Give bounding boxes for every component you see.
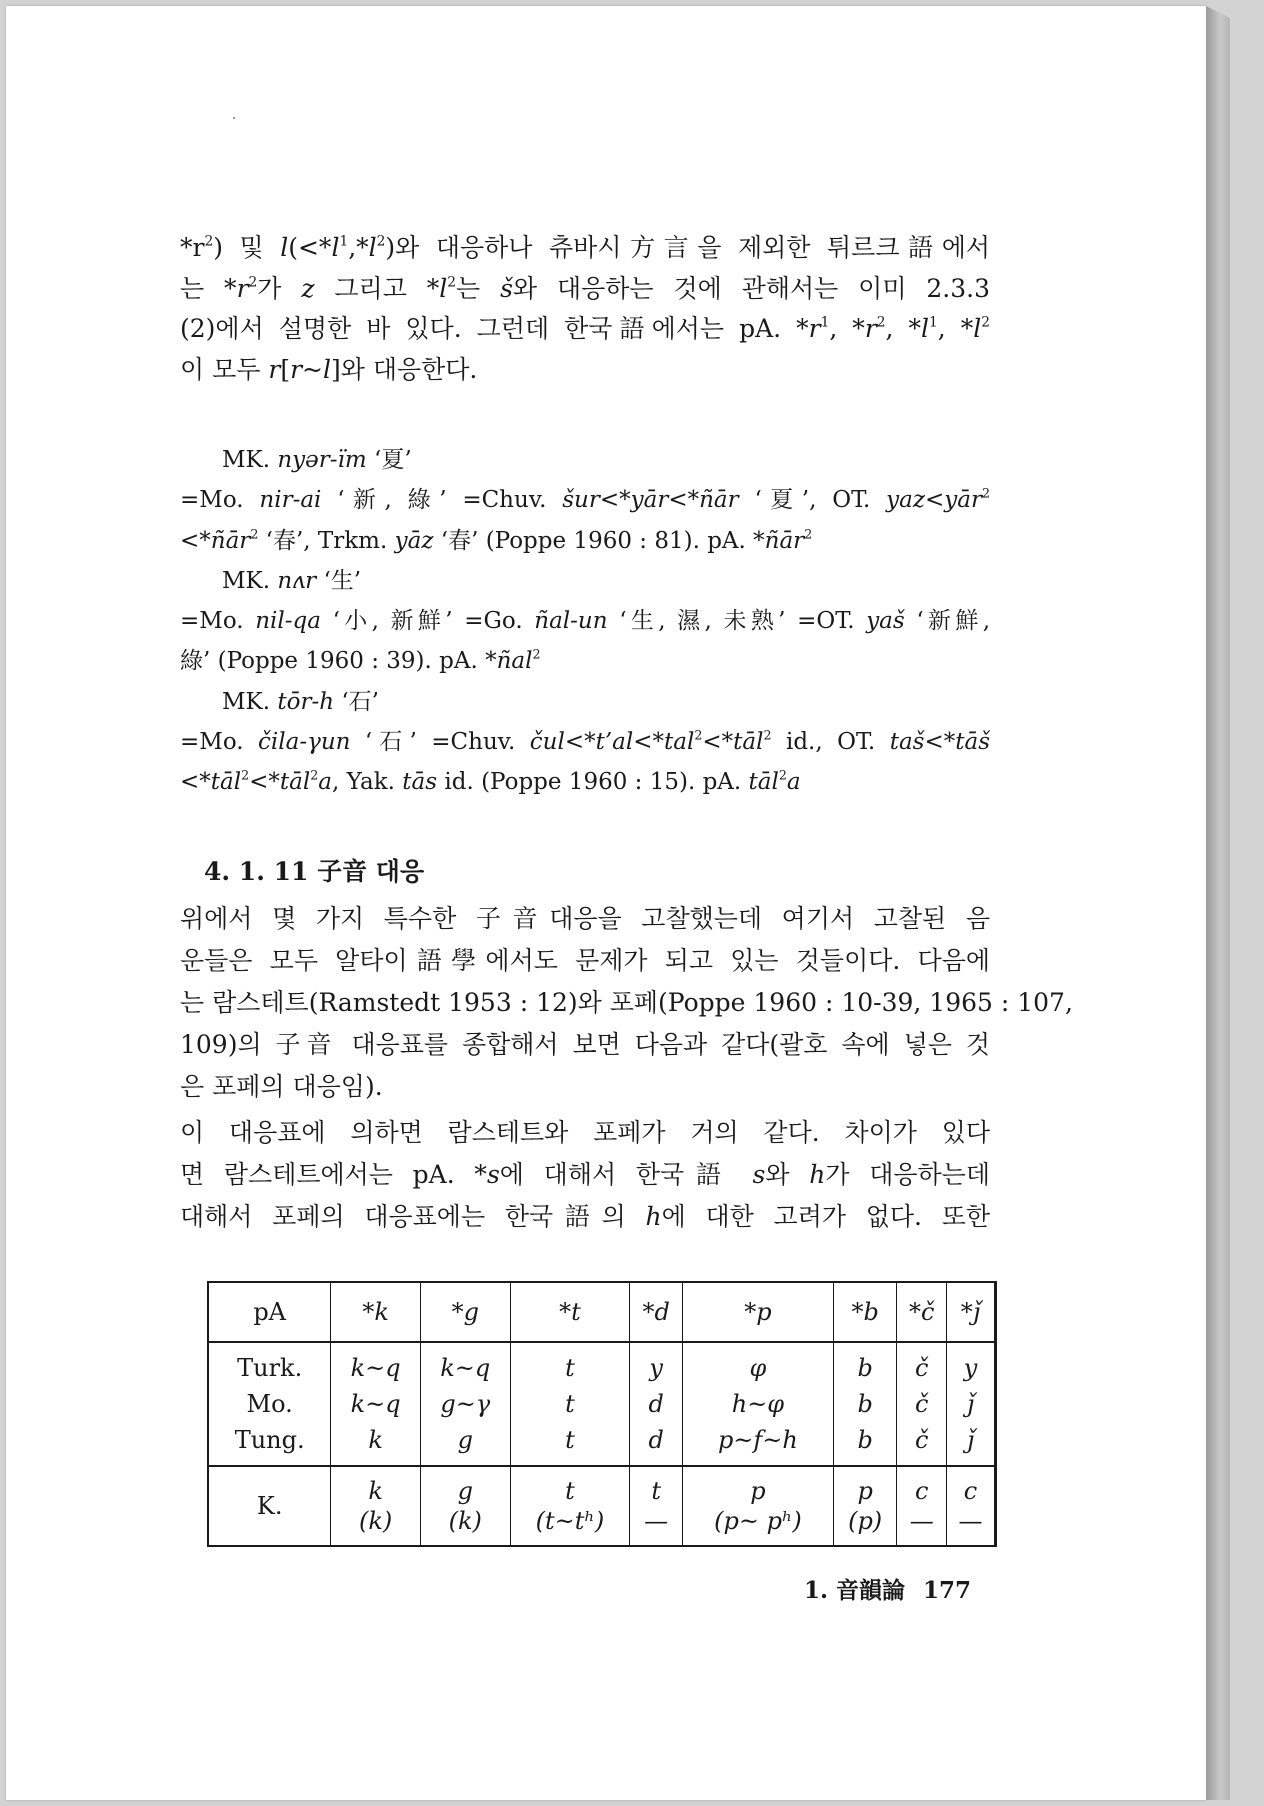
- header-cell: *ǰ: [947, 1282, 996, 1342]
- header-cell: *p: [683, 1282, 834, 1342]
- table-cell: t t t: [510, 1342, 630, 1466]
- speck: [233, 117, 235, 119]
- language-label: Tung.: [234, 1426, 305, 1454]
- text-line: 위에서 몇 가지 특수한 子音대응을 고찰했는데 여기서 고찰된 음: [180, 904, 990, 933]
- section-heading: 4. 1. 11 子音 대응: [204, 857, 425, 886]
- example-line: MK. nʌr ‘生’: [222, 567, 362, 594]
- paragraph-1: [180, 228, 990, 390]
- language-label: Turk.: [237, 1354, 303, 1382]
- table-cell: t (t~tʰ): [510, 1466, 630, 1546]
- header-cell: *t: [510, 1282, 630, 1342]
- text-line: $*r^2$) 및 $l(<*l^1,*l^2)$와 대응하나 츄바시方言을 제외한 튀르크語에서: [180, 233, 990, 262]
- footer-section: 1. 音韻論: [804, 1577, 906, 1604]
- text-line: 은 포페의 대응임).: [180, 1072, 383, 1101]
- page-number: 177: [923, 1577, 972, 1604]
- text-line: 109)의 子音 대응표를 종합해서 보면 다음과 같다(괄호 속에 넣은 것: [180, 1030, 990, 1059]
- table-cell: y d d: [630, 1342, 683, 1466]
- header-cell: *g: [420, 1282, 510, 1342]
- table-cell: c —: [897, 1466, 947, 1546]
- example-line: 綠’ (Poppe 1960 : 39). pA. *ñal$^2$: [180, 647, 541, 675]
- table-cell: t —: [630, 1466, 683, 1546]
- text-line: 이 모두 r[r~l]와 대응한다.: [180, 354, 478, 384]
- text-line: 대해서 포페의 대응표에는 한국語의 h에 대한 고려가 없다. 또한: [180, 1202, 990, 1231]
- running-footer: [804, 1572, 971, 1605]
- text-line: 이 대응표에 의하면 람스테트와 포페가 거의 같다. 차이가 있다: [180, 1118, 990, 1147]
- table-row-korean: [208, 1466, 996, 1546]
- table-cell: g (k): [420, 1466, 510, 1546]
- table-cell: k (k): [331, 1466, 421, 1546]
- language-label: K.: [256, 1492, 283, 1520]
- example-line: <*ñār$^2$ ‘春’, Trkm. yāz ‘春’ (Poppe 1960 : 81). pA. *ñār$^2$: [180, 526, 813, 554]
- text-line: 면 람스테트에서는 pA. *s에 대해서 한국語 s와 h가 대응하는데: [180, 1160, 990, 1189]
- table-cell: k~q g~γ g: [420, 1342, 510, 1466]
- table-cell: k~q k~q k: [331, 1342, 421, 1466]
- paragraph-2: [180, 898, 1073, 1108]
- header-cell: pA: [208, 1282, 331, 1342]
- text-line: 는 $*r^2$가 z 그리고 $*l^2$는 š와 대응하는 것에 관해서는 이미 2.3.3: [180, 273, 990, 303]
- table-cell: φ h~φ p~f~h: [683, 1342, 834, 1466]
- table-cell: b b b: [833, 1342, 897, 1466]
- text-line: 운들은 모두 알타이語學에서도 문제가 되고 있는 것들이다. 다음에: [180, 946, 990, 975]
- example-line: <*tāl$^2$<*tāl$^2$a, Yak. tās id. (Poppe 1960 : 15). pA. tāl$^2$a: [180, 767, 801, 796]
- table-row-altaic: [208, 1342, 996, 1466]
- header-cell: *d: [630, 1282, 683, 1342]
- table-cell: p (p): [833, 1466, 897, 1546]
- text-line: 는 람스테트(Ramstedt 1953 : 12)와 포페(Poppe 1960 : 10-39, 1965 : 107,: [180, 988, 1073, 1017]
- table-cell: c —: [947, 1466, 996, 1546]
- language-labels: [208, 1342, 331, 1466]
- table-cell: y ǰ ǰ: [947, 1342, 996, 1466]
- table-cell: č č č: [897, 1342, 947, 1466]
- consonant-correspondence-table: [207, 1281, 997, 1547]
- example-line: MK. tōr-h ‘石’: [222, 688, 379, 715]
- page-fold-shadow: [1206, 6, 1230, 1800]
- example-line: =Mo. nil-qa ‘小, 新鮮’ =Go. ñal-un ‘生, 濕, 未熟’ =OT. yaš ‘新鮮,: [180, 608, 991, 635]
- language-label: Mo.: [246, 1390, 293, 1418]
- example-line: MK. nyər-ïm ‘夏’: [222, 447, 412, 473]
- table-cell: p (p~ pʰ): [683, 1466, 834, 1546]
- header-cell: *k: [331, 1282, 421, 1342]
- header-cell: *b: [833, 1282, 897, 1342]
- header-cell: *č: [897, 1282, 947, 1342]
- example-line: =Mo. nir-ai ‘新, 綠’ =Chuv. šur<*yār<*ñār ‘夏’, OT. yaz<yār$^2$: [180, 485, 991, 514]
- paragraph-3: [180, 1112, 990, 1238]
- example-block: [180, 440, 990, 803]
- example-line: =Mo. čila-γun ‘石’ =Chuv. čul<*t’al<*tal$^2$<*tāl$^2$ id., OT. taš<*tāš: [180, 727, 991, 756]
- text-line: (2)에서 설명한 바 있다. 그런데 한국語에서는 pA. $*r^1$, $*r^2$, $*l^1$, $*l^2$: [180, 314, 990, 343]
- table-header-row: [208, 1282, 996, 1342]
